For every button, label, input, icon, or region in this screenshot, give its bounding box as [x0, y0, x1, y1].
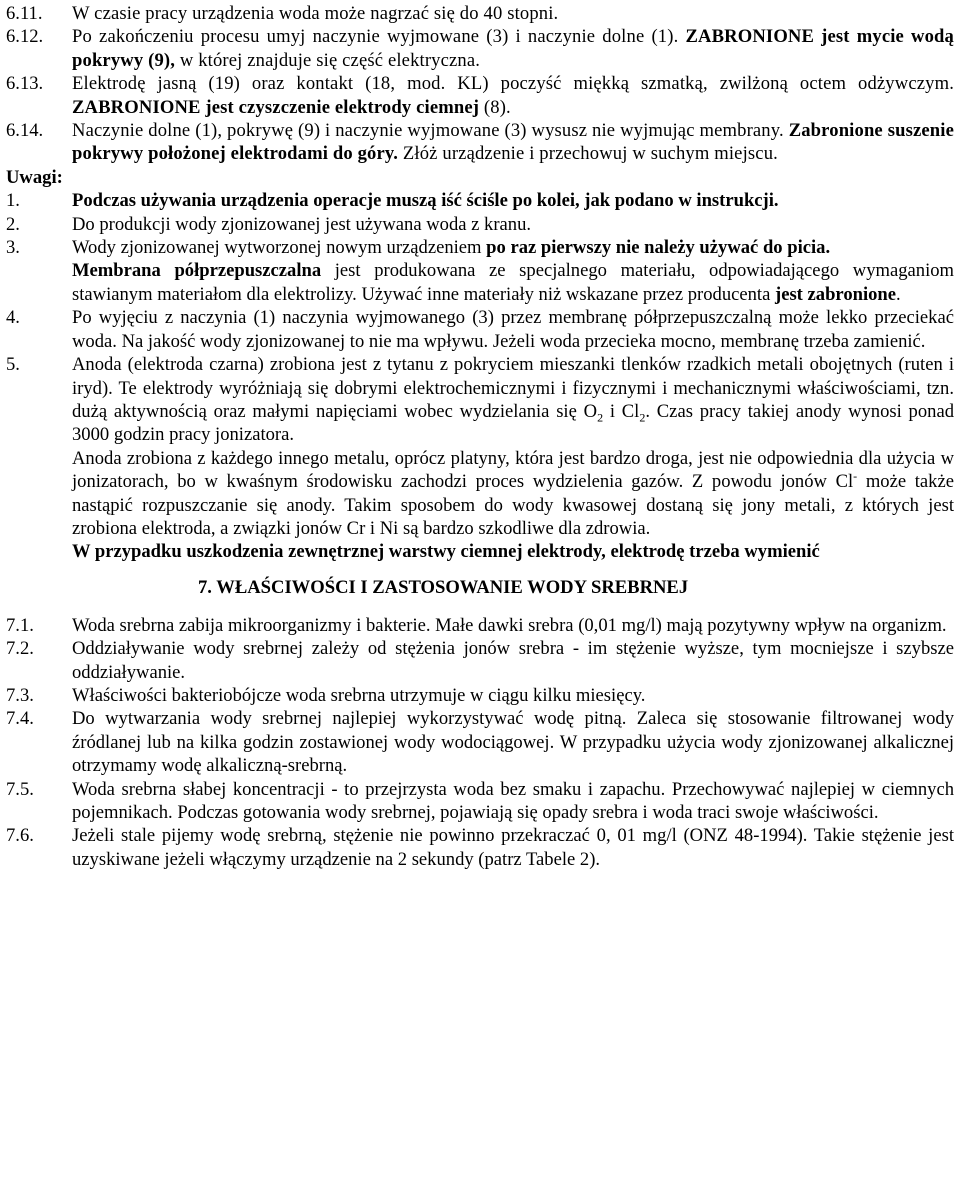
subscript: 2 [639, 410, 646, 425]
bold-text: jest zabronione [775, 283, 897, 305]
section-heading: 7. WŁAŚCIWOŚCI I ZASTOSOWANIE WODY SREBRNEJ [198, 576, 689, 598]
text-run: . Czas pracy takiej anody wynosi ponad 3000 godzin pracy jonizatora. [72, 400, 955, 446]
item-text [72, 259, 954, 306]
item-text [72, 353, 954, 447]
item-text [72, 614, 954, 637]
bold-text: W przypadku uszkodzenia zewnętrznej warstwy ciemnej elektrody, elektrodę trzeba wymienić [72, 541, 820, 563]
item-number: 6.14. [6, 120, 44, 142]
item-number: 7.6. [6, 825, 34, 847]
list-item [6, 707, 954, 777]
bold-text: ZABRONIONE jest mycie wodą pokrywy (9), [72, 26, 954, 71]
note-item [6, 236, 954, 259]
bold-text: ZABRONIONE jest czyszczenie elektrody ciemnej [72, 96, 480, 118]
text-run: Do wytwarzania wody srebrnej najlepiej wykorzystywać wodę pitną. Zaleca się stosowanie filtrowanej wody źródlanej lub na kilka godzin zostawionej wody wodociągowej. W przypadku użycia wody zjonizowanej alkalicznej otrzymamy wodę alkaliczną-srebrną. [72, 708, 954, 777]
section-6-list [6, 2, 954, 166]
note-item [6, 447, 954, 541]
item-text [72, 707, 954, 777]
item-number: 4. [6, 307, 20, 329]
list-item [6, 2, 954, 25]
item-text [72, 684, 954, 707]
text-run: jest produkowana ze specjalnego materiału, odpowiadającego wymaganiom stawianym materiałom dla elektrolizy. Używać inne materiały niż wskazane przez producenta [72, 260, 954, 305]
item-text [72, 213, 954, 236]
item-number: 6.13. [6, 73, 44, 95]
text-run: Złóż urządzenie i przechowuj w suchym miejscu. [398, 143, 778, 165]
text-run: i Cl [603, 400, 640, 422]
text-run: może także nastąpić rozpuszczanie się anody. Takim sposobem do wody kwasowej dostaną się jony metali, z których jest zrobiona elektroda, a związki jonów Cr i Ni są bardzo szkodliwe dla zdrowia. [72, 471, 954, 539]
notes-list [6, 189, 954, 564]
text-run: Elektrodę jasną (19) oraz kontakt (18, mod. KL) poczyść miękką szmatką, zwilżoną octem odżywczym. [72, 73, 954, 95]
item-number: 5. [6, 354, 20, 376]
text-run: Woda srebrna słabej koncentracji - to przejrzysta woda bez smaku i zapachu. Przechowywać najlepiej w ciemnych pojemnikach. Podczas gotowania wody srebrnej, pojawiają się opady srebra i woda traci swoje właściwości. [72, 778, 954, 823]
item-number: 2. [6, 213, 20, 235]
text-run: Po zakończeniu procesu umyj naczynie wyjmowane (3) i naczynie dolne (1). [72, 26, 686, 48]
note-item [6, 259, 954, 306]
list-item [6, 824, 954, 871]
text-run: W czasie pracy urządzenia woda może nagrzać się do 40 stopni. [72, 3, 559, 24]
item-number: 7.4. [6, 708, 34, 730]
bold-text: po raz pierwszy nie należy używać do picia. [486, 237, 831, 259]
item-number: 6.11. [6, 3, 43, 24]
text-run: Jeżeli stale pijemy wodę srebrną, stężenie nie powinno przekraczać 0, 01 mg/l (ONZ 48-1994). Takie stężenie jest uzyskiwane jeżeli włączymy urządzenie na 2 sekundy (patrz Tabele 2). [72, 825, 954, 870]
bold-text: Membrana półprzepuszczalna [72, 260, 322, 282]
text-run: (8). [479, 96, 511, 118]
section-7-list [6, 614, 954, 871]
list-item [6, 25, 954, 72]
item-text [72, 778, 954, 825]
item-number: 6.12. [6, 26, 44, 48]
bold-text: Zabronione suszenie pokrywy położonej elektrodami do góry. [72, 120, 954, 165]
text-run: . [896, 283, 901, 305]
note-item [6, 353, 954, 447]
list-item [6, 778, 954, 825]
item-number: 1. [6, 190, 20, 212]
item-text [72, 824, 954, 871]
item-text [72, 189, 954, 212]
item-text [72, 540, 954, 563]
item-number: 7.3. [6, 684, 34, 706]
item-text [72, 25, 954, 72]
item-text [72, 447, 954, 541]
text-run: Anoda zrobiona z każdego innego metalu, oprócz platyny, która jest bardzo droga, jest nie odpowiednia dla użycia w jonizatorach, bo w kwaśnym środowisku zachodzi proces wydzielenia gazów. Z powodu jonów Cl [72, 447, 954, 493]
text-run: Po wyjęciu z naczynia (1) naczynia wyjmowanego (3) przez membranę półprzepuszczalną może lekko przeciekać woda. Na jakość wody zjonizowanej to nie ma wpływu. Jeżeli woda przecieka mocno, membranę trzeba zamienić. [72, 307, 954, 352]
list-item [6, 684, 954, 707]
item-number: 7.5. [6, 778, 34, 800]
text-run: Wody zjonizowanej wytworzonej nowym urządzeniem [72, 237, 487, 259]
item-text [72, 637, 954, 684]
item-number: 3. [6, 237, 20, 259]
list-item [6, 637, 954, 684]
note-item [6, 306, 954, 353]
notes-label: Uwagi: [6, 166, 63, 188]
subscript: 2 [597, 410, 604, 425]
item-text [72, 72, 954, 119]
text-run: Właściwości bakteriobójcze woda srebrna utrzymuje w ciągu kilku miesięcy. [72, 684, 646, 706]
text-run: Woda srebrna zabija mikroorganizmy i bakterie. Małe dawki srebra (0,01 mg/l) mają pozytywny wpływ na organizm. [72, 614, 947, 636]
text-run: Naczynie dolne (1), pokrywę (9) i naczynie wyjmowane (3) wysusz nie wyjmując membrany. [72, 120, 789, 142]
list-item [6, 72, 954, 119]
note-item [6, 189, 954, 212]
item-text [72, 119, 954, 166]
item-number: 7.1. [6, 614, 34, 636]
item-number: 7.2. [6, 638, 34, 660]
bold-text: Podczas używania urządzenia operacje muszą iść ściśle po kolei, jak podano w instrukcji. [72, 190, 779, 212]
item-text [72, 306, 954, 353]
item-text [72, 236, 954, 259]
superscript: - [853, 468, 858, 483]
list-item [6, 614, 954, 637]
item-text [72, 2, 954, 25]
text-run: Oddziaływanie wody srebrnej zależy od stężenia jonów srebra - im stężenie wyższe, tym mocniejsze i szybsze oddziaływanie. [72, 638, 954, 683]
text-run: w której znajduje się część elektryczna. [175, 49, 481, 71]
text-run: Do produkcji wody zjonizowanej jest używana woda z kranu. [72, 213, 532, 235]
note-item [6, 213, 954, 236]
note-item [6, 540, 954, 563]
text-run: Anoda (elektroda czarna) zrobiona jest z tytanu z pokryciem mieszanki tlenków rzadkich metali obojętnych (ruten i iryd). Te elektrody wyróżniają się dobrymi elektrochemicznymi i fizycznymi i mechanicznymi właściwościami, tzn. dużą aktywnością oraz małymi napięciami wobec wydzielania się O [72, 354, 954, 422]
list-item [6, 119, 954, 166]
